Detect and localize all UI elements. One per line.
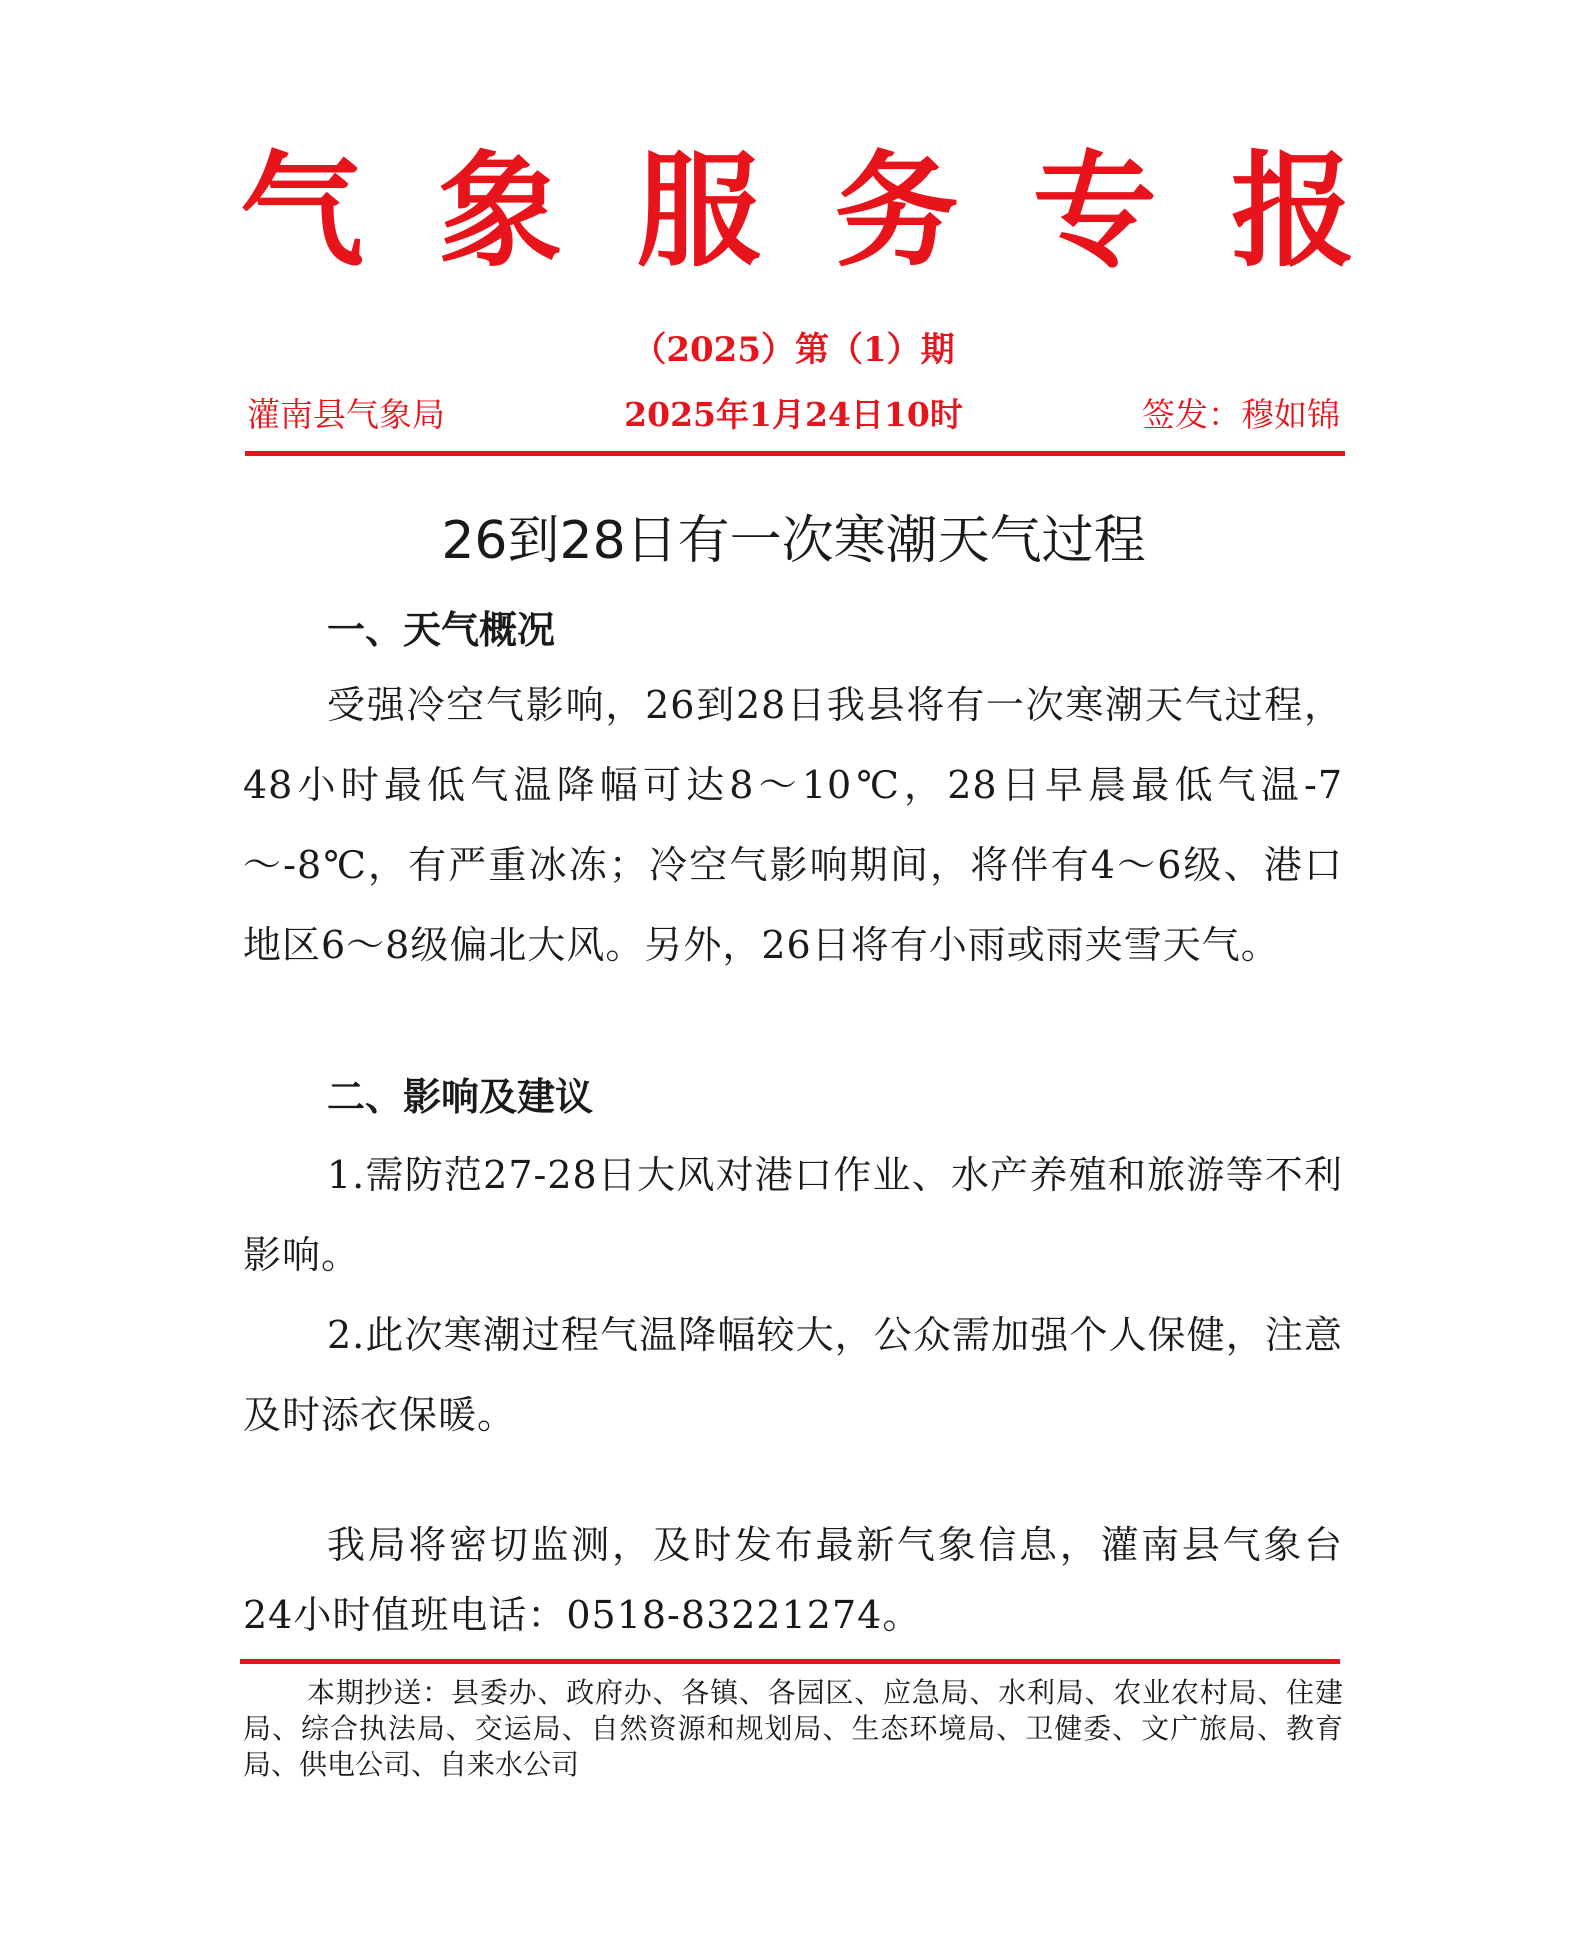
header-divider [245, 451, 1345, 456]
distribution-label: 本期抄送： [307, 1676, 451, 1709]
distribution-recipients: 县委办、政府办、各镇、各园区、应急局、水利局、农业农村局、住建局、综合执法局、交运局、自然资源和规划局、生态环境局、卫健委、文广旅局、教育局、供电公司、自来水公司 [243, 1676, 1343, 1781]
issue-datetime: 2025年1月24日10时 [624, 395, 963, 434]
issue-number: （2025）第（1）期 [632, 330, 955, 370]
advice-item: 1.需防范27-28日大风对港口作业、水产养殖和旅游等不利影响。 [243, 1153, 1343, 1277]
masthead-char: 象 [438, 140, 563, 284]
masthead-title [240, 140, 1355, 284]
masthead-char: 报 [1230, 140, 1355, 284]
section-heading-advice: 二、影响及建议 [327, 1075, 594, 1119]
masthead-char: 服 [636, 140, 761, 284]
advice-item: 2.此次寒潮过程气温降幅较大，公众需加强个人保健，注意及时添衣保暖。 [243, 1313, 1343, 1437]
section-heading-overview: 一、天气概况 [327, 608, 556, 652]
footer-divider [240, 1659, 1340, 1664]
distribution-list [243, 1675, 1343, 1783]
meta-row [247, 390, 1340, 440]
overview-paragraph: 受强冷空气影响，26到28日我县将有一次寒潮天气过程，48小时最低气温降幅可达8～10℃，28日早晨最低气温-7～-8℃，有严重冰冻；冷空气影响期间，将伴有4～6级、港口地区6～8级偏北大风。另外，26日将有小雨或雨夹雪天气。 [243, 683, 1343, 967]
masthead-char: 气 [240, 140, 365, 284]
signer: 签发：穆如锦 [1142, 395, 1340, 434]
closing-paragraph: 我局将密切监测，及时发布最新气象信息，灌南县气象台24小时值班电话：0518-83221274。 [243, 1523, 1343, 1637]
issuing-organization: 灌南县气象局 [247, 395, 445, 434]
document-title: 26到28日有一次寒潮天气过程 [441, 511, 1146, 571]
masthead-char: 专 [1032, 140, 1157, 284]
masthead-char: 务 [834, 140, 959, 284]
